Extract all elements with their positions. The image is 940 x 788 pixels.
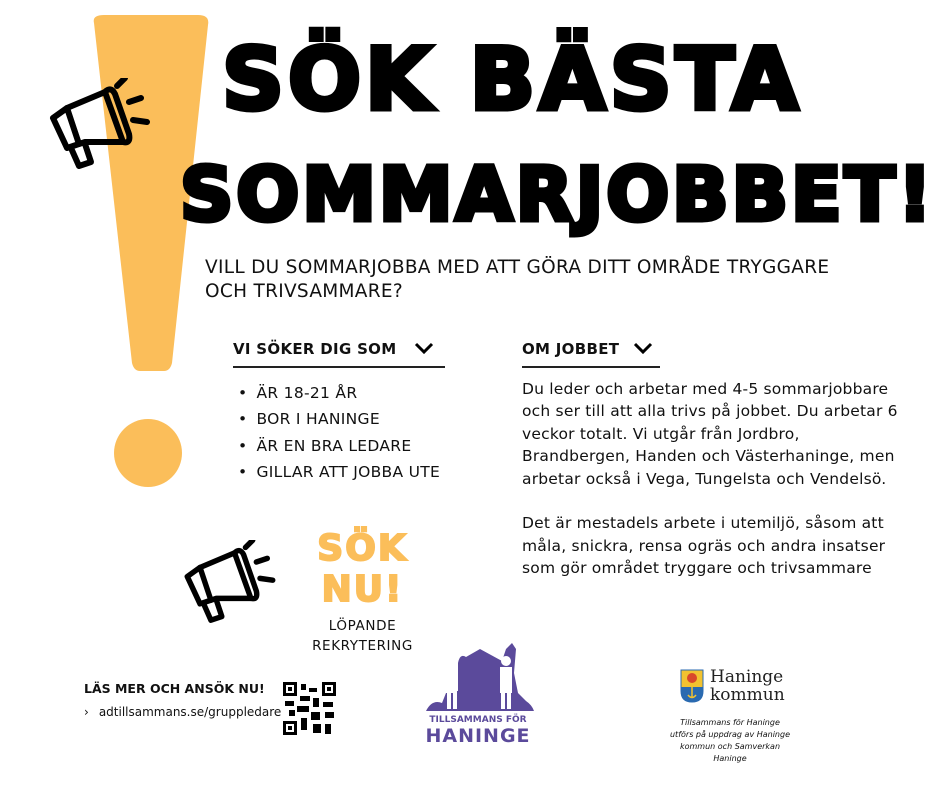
- job-heading: [522, 340, 912, 358]
- apply-now-title: SÖK NU!: [317, 528, 408, 610]
- divider: [233, 366, 445, 368]
- logo-graphic: [422, 643, 534, 711]
- seeking-heading-label: VI SÖKER DIG SOM: [233, 340, 397, 358]
- chevron-down-icon: [414, 340, 434, 358]
- haninge-kommun-logo: [680, 668, 785, 704]
- tillsammans-logo: [422, 643, 534, 747]
- chevron-right-icon: ›: [84, 705, 89, 719]
- seeking-heading: [233, 340, 445, 358]
- logo-text-top: TILLSAMMANS FÖR: [429, 715, 527, 725]
- qr-code[interactable]: [283, 682, 336, 735]
- coat-of-arms-icon: [680, 669, 704, 703]
- megaphone-icon: [45, 78, 155, 170]
- website-link[interactable]: [84, 705, 281, 719]
- list-item: • BOR I HANINGE: [238, 406, 445, 433]
- list-item: • GILLAR ATT JOBBA UTE: [238, 459, 445, 486]
- website-link-text[interactable]: adtillsammans.se/gruppledare: [98, 705, 282, 719]
- list-item: • ÄR 18-21 ÅR: [238, 380, 445, 407]
- title-line-1: SÖK BÄSTA: [222, 30, 803, 130]
- funding-note: Tillsammans för Haninge utförs på uppdrag av Haninge kommun och Samverkan Haninge: [669, 718, 791, 763]
- seeking-section: [233, 340, 445, 486]
- list-item: • ÄR EN BRA LEDARE: [238, 433, 445, 460]
- apply-now-block: [280, 528, 445, 656]
- title-line-2: SOMMARJOBBET!: [180, 152, 935, 238]
- logo-text-bottom: HANINGE: [425, 725, 531, 747]
- read-more-heading: LÄS MER OCH ANSÖK NU!: [84, 681, 265, 696]
- kommun-name-2: kommun: [710, 685, 785, 705]
- megaphone-icon: [180, 540, 280, 624]
- divider: [522, 366, 660, 368]
- subtitle: VILL DU SOMMARJOBBA MED ATT GÖRA DITT OMRÅDE TRYGGARE OCH TRIVSAMMARE?: [205, 257, 830, 302]
- apply-line-2: REKRYTERING: [312, 638, 413, 654]
- job-section: [522, 340, 912, 580]
- apply-line-1: LÖPANDE: [328, 618, 397, 634]
- requirements-list: [238, 380, 445, 486]
- job-heading-label: OM JOBBET: [522, 340, 620, 358]
- job-description: Du leder och arbetar med 4-5 sommarjobbare och ser till att alla trivs på jobbet. Du arbetar 6 veckor totalt. Vi utgår från Jordbro, Brandbergen, Handen och Västerhaninge, men arbetar också i Vega, Tungelsta och Vendelsö.: [522, 379, 898, 488]
- job-description: Det är mestadels arbete i utemiljö, såsom att måla, snickra, rensa ogräs och andra insatser som gör området tryggare och trivsammare: [522, 514, 886, 577]
- kommun-name-1: Haninge: [710, 667, 784, 687]
- chevron-down-icon: [633, 340, 653, 358]
